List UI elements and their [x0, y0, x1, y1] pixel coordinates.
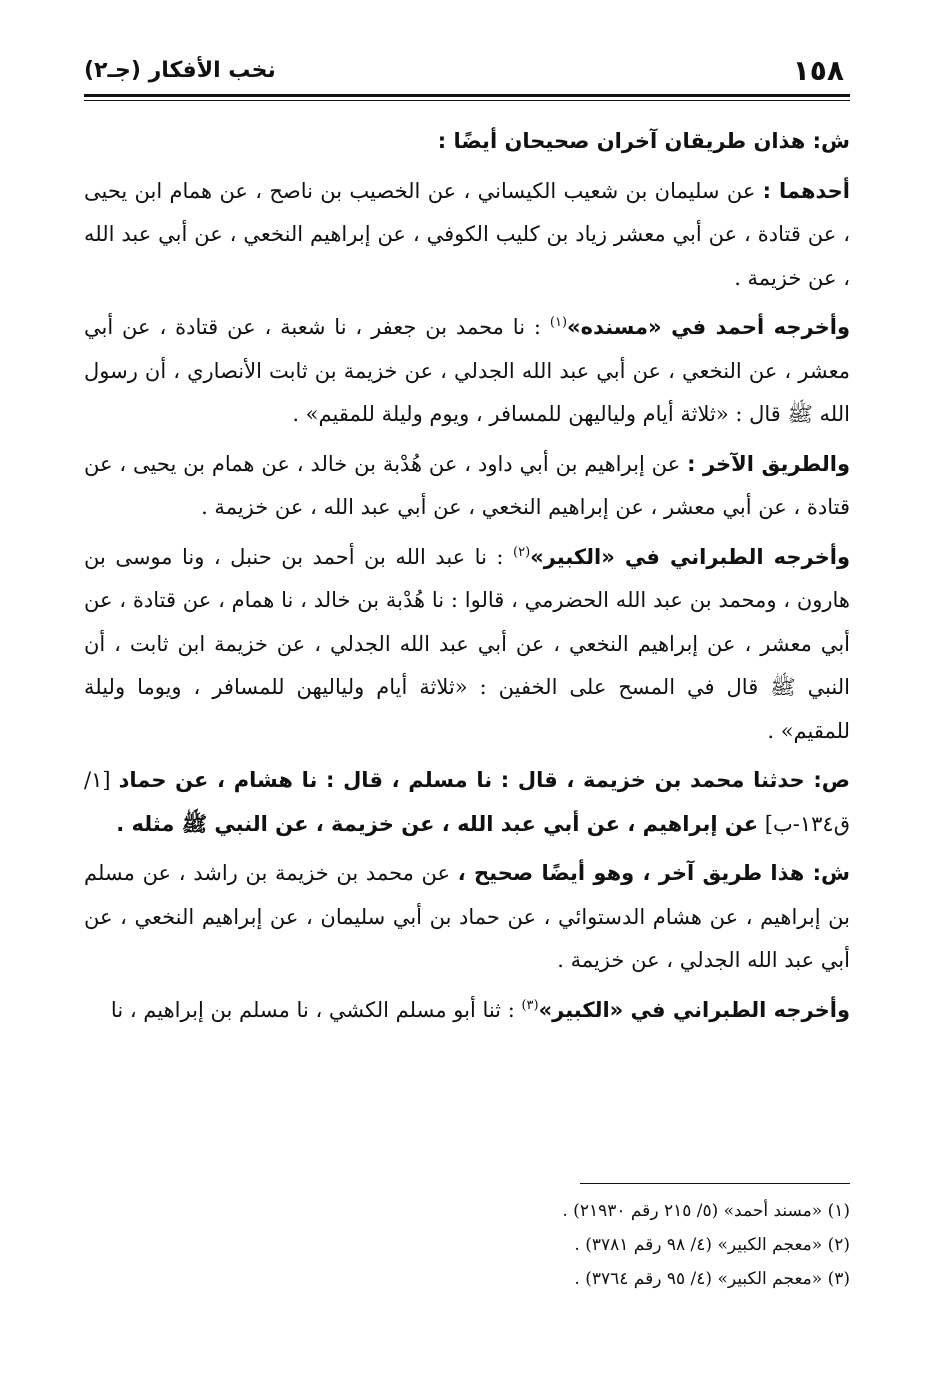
paragraph-lead: وأخرجه أحمد في «مسنده»: [567, 315, 850, 339]
paragraph: [84, 170, 850, 301]
footnote-ref: (٣): [521, 997, 539, 1013]
paragraph-lead: والطريق الآخر :: [687, 451, 850, 476]
manuscript-marker: [١/ ق١٣٤-ب]: [84, 768, 850, 836]
main-text: [84, 120, 850, 1038]
paragraph: [84, 306, 850, 437]
footnote: (١) «مسند أحمد» (٥/ ٢١٥ رقم ٢١٩٣٠) .: [562, 1201, 850, 1221]
footnote-ref: (١): [549, 315, 568, 330]
header-rule: [84, 94, 850, 97]
paragraph: [84, 989, 850, 1033]
footnote: (٢) «معجم الكبير» (٤/ ٩٨ رقم ٣٧٨١) .: [574, 1235, 850, 1255]
paragraph-lead: ص: حدثنا محمد بن خزيمة ، قال : نا مسلم ، قال : نا هشام ، عن حماد: [118, 768, 850, 792]
footnote-ref: (٢): [513, 544, 531, 560]
paragraph-lead: ش: هذان طريقان آخران صحيحان أيضًا :: [437, 129, 850, 153]
paragraph-text: عن إبراهيم بن أبي داود ، عن هُدْبة بن خالد ، عن همام بن يحيى ، عن قتادة ، عن أبي معشر ، عن إبراهيم النخعي ، عن أبي عبد الله ، عن خزيمة .: [84, 451, 850, 519]
book-title: نخب الأفكار (جـ٢): [84, 58, 276, 83]
paragraph-lead: أحدهما :: [762, 178, 851, 203]
paragraph-text: عن محمد بن خزيمة بن راشد ، عن مسلم بن إبراهيم ، عن هشام الدستوائي ، عن حماد بن أبي سليمان ، عن إبراهيم النخعي ، عن أبي عبد الله الجدلي ، عن خزيمة .: [84, 861, 850, 972]
paragraph-text: : نا عبد الله بن أحمد بن حنبل ، ونا موسى بن هارون ، ومحمد بن عبد الله الحضرمي ، قالوا : نا هُدْبة بن خالد ، نا همام ، عن قتادة ، عن أبي معشر ، عن إبراهيم النخعي ، عن أبي عبد الله الجدلي ، عن خزيمة ابن ثابت ، أن النبي ﷺ قال في المسح على الخفين : «ثلاثة أيام ولياليهن للمسافر ، ويوما وليلة للمقيم» .: [84, 544, 851, 743]
footnotes: [84, 1194, 850, 1296]
paragraph: [84, 759, 850, 846]
paragraph-text: عن سليمان بن شعيب الكيساني ، عن الخصيب بن ناصح ، عن همام ابن يحيى ، عن قتادة ، عن أبي معشر زياد بن كليب الكوفي ، عن إبراهيم النخعي ، عن أبي عبد الله ، عن خزيمة .: [84, 178, 850, 290]
page-header: [84, 52, 844, 92]
paragraph-lead: ش: هذا طريق آخر ، وهو أيضًا صحيح ،: [457, 861, 850, 885]
paragraph: [84, 443, 850, 530]
paragraph: [84, 120, 850, 164]
paragraph-lead: وأخرجه الطبراني في «الكبير»: [538, 997, 850, 1022]
paragraph-lead-continued: عن إبراهيم ، عن أبي عبد الله ، عن خزيمة ، عن النبي ﷺ مثله .: [116, 811, 759, 836]
header-rule-thin: [84, 100, 850, 101]
footnote: (٣) «معجم الكبير» (٤/ ٩٥ رقم ٣٧٦٤) .: [574, 1269, 850, 1289]
footnote-rule: [580, 1183, 850, 1184]
paragraph: [84, 852, 850, 983]
paragraph-text: : ثنا أبو مسلم الكشي ، نا مسلم بن إبراهيم ، نا: [110, 997, 522, 1022]
paragraph-lead: وأخرجه الطبراني في «الكبير»: [530, 544, 850, 569]
page-number: ١٥٨: [792, 54, 844, 87]
paragraph-text: : نا محمد بن جعفر ، نا شعبة ، عن قتادة ، عن أبي معشر ، عن النخعي ، عن أبي عبد الله الجدلي ، عن خزيمة بن ثابت الأنصاري ، أن رسول الله ﷺ قال : «ثلاثة أيام ولياليهن للمسافر ، ويوم وليلة للمقيم» .: [84, 315, 850, 426]
paragraph: [84, 536, 850, 754]
